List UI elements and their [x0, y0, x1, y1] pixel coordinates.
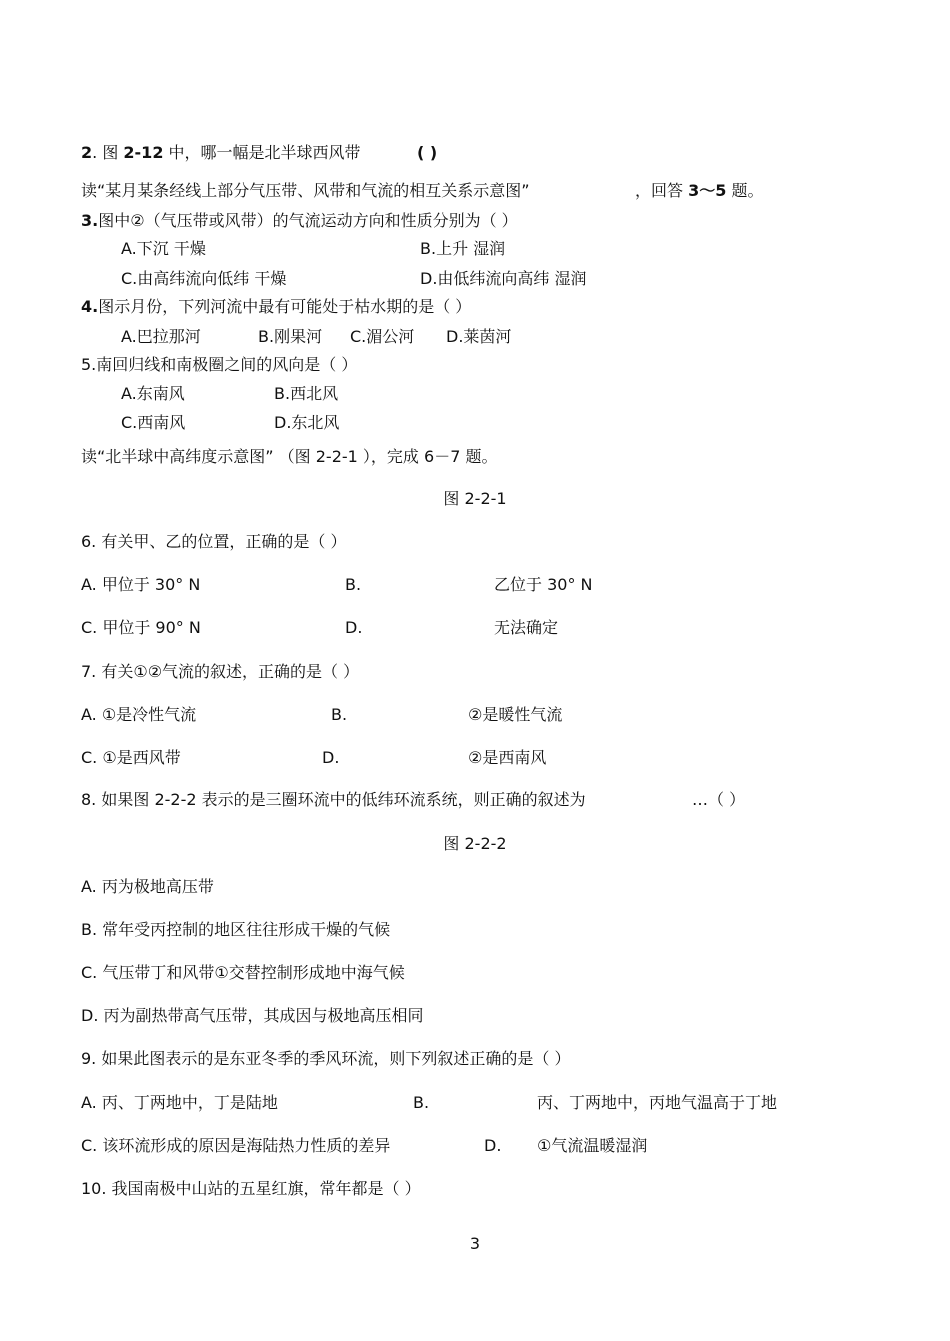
question-3	[81, 211, 518, 231]
question-text: . 图	[92, 143, 124, 162]
question-text: 图中②（气压带或风带）的气流运动方向和性质分别为（ ）	[98, 211, 518, 230]
option-b-letter: B.	[331, 705, 348, 724]
figure-caption: 图 2-2-2	[443, 834, 507, 853]
question-text: 图示月份，下列河流中最有可能处于枯水期的是（ ）	[98, 297, 472, 316]
option-d: D. 丙为副热带高气压带，其成因与极地高压相同	[81, 1006, 424, 1025]
option-d: D.莱茵河	[446, 327, 512, 346]
option-c: C. ①是西风带	[81, 748, 181, 767]
option-b: B.西北风	[274, 384, 339, 403]
option-c: C.西南风	[121, 413, 186, 432]
option-a: A.东南风	[121, 384, 185, 403]
question-5: 5.南回归线和南极圈之间的风向是（ ）	[81, 355, 358, 374]
option-c: C.由高纬流向低纬 干燥	[121, 269, 287, 288]
option-d-letter: D.	[484, 1136, 502, 1155]
reading-intro: 读“某月某条经线上部分气压带、风带和气流的相互关系示意图”	[81, 181, 530, 200]
option-b-letter: B.	[345, 575, 362, 594]
question-6: 6. 有关甲、乙的位置，正确的是（ ）	[81, 532, 347, 551]
question-4	[81, 297, 471, 317]
question-number: 4.	[81, 297, 99, 316]
option-c: C.湄公河	[350, 327, 415, 346]
question-number: 3.	[81, 211, 99, 230]
option-d: D.东北风	[274, 413, 340, 432]
option-b-letter: B.	[413, 1093, 430, 1112]
figure-ref: 2-12	[123, 143, 164, 162]
answer-paren: ( )	[417, 143, 438, 162]
option-c: C. 该环流形成的原因是海陆热力性质的差异	[81, 1136, 391, 1155]
option-b: B.刚果河	[258, 327, 323, 346]
option-c: C. 甲位于 90° N	[81, 618, 201, 637]
question-10: 10. 我国南极中山站的五星红旗，常年都是（ ）	[81, 1179, 421, 1198]
option-d-letter: D.	[322, 748, 340, 767]
question-2	[81, 143, 361, 163]
question-8: 8. 如果图 2-2-2 表示的是三圈环流中的低纬环流系统，则正确的叙述为	[81, 790, 586, 809]
option-b: 丙、丁两地中，丙地气温高于丁地	[537, 1093, 778, 1112]
option-b: B. 常年受丙控制的地区往往形成干燥的气候	[81, 920, 391, 939]
option-c: C. 气压带丁和风带①交替控制形成地中海气候	[81, 963, 405, 982]
option-a: A.巴拉那河	[121, 327, 201, 346]
reading-intro-tail: ，回答 3～5 题。	[635, 181, 764, 200]
option-a: A. 甲位于 30° N	[81, 575, 201, 594]
question-range: 3～5	[688, 181, 727, 200]
option-d: ①气流温暖湿润	[537, 1136, 648, 1155]
option-b: ②是暖性气流	[468, 705, 563, 724]
answer-paren: …（ ）	[692, 790, 746, 809]
option-b: 乙位于 30° N	[494, 575, 593, 594]
question-number: 2	[81, 143, 93, 162]
option-d-letter: D.	[345, 618, 363, 637]
option-d: 无法确定	[494, 618, 559, 637]
option-d: ②是西南风	[468, 748, 547, 767]
page-number: 3	[469, 1234, 481, 1253]
figure-caption: 图 2-2-1	[443, 489, 507, 508]
question-text: 中，哪一幅是北半球西风带	[163, 143, 361, 162]
option-a: A. 丙、丁两地中，丁是陆地	[81, 1093, 278, 1112]
question-7: 7. 有关①②气流的叙述，正确的是（ ）	[81, 662, 360, 681]
reading-intro: 读“北半球中高纬度示意图” （图 2-2-1 ），完成 6－7 题。	[81, 447, 498, 466]
question-9: 9. 如果此图表示的是东亚冬季的季风环流，则下列叙述正确的是（ ）	[81, 1049, 571, 1068]
option-a: A. 丙为极地高压带	[81, 877, 214, 896]
option-a: A.下沉 干燥	[121, 239, 206, 258]
option-b: B.上升 湿润	[420, 239, 506, 258]
option-d: D.由低纬流向高纬 湿润	[420, 269, 587, 288]
option-a: A. ①是冷性气流	[81, 705, 197, 724]
